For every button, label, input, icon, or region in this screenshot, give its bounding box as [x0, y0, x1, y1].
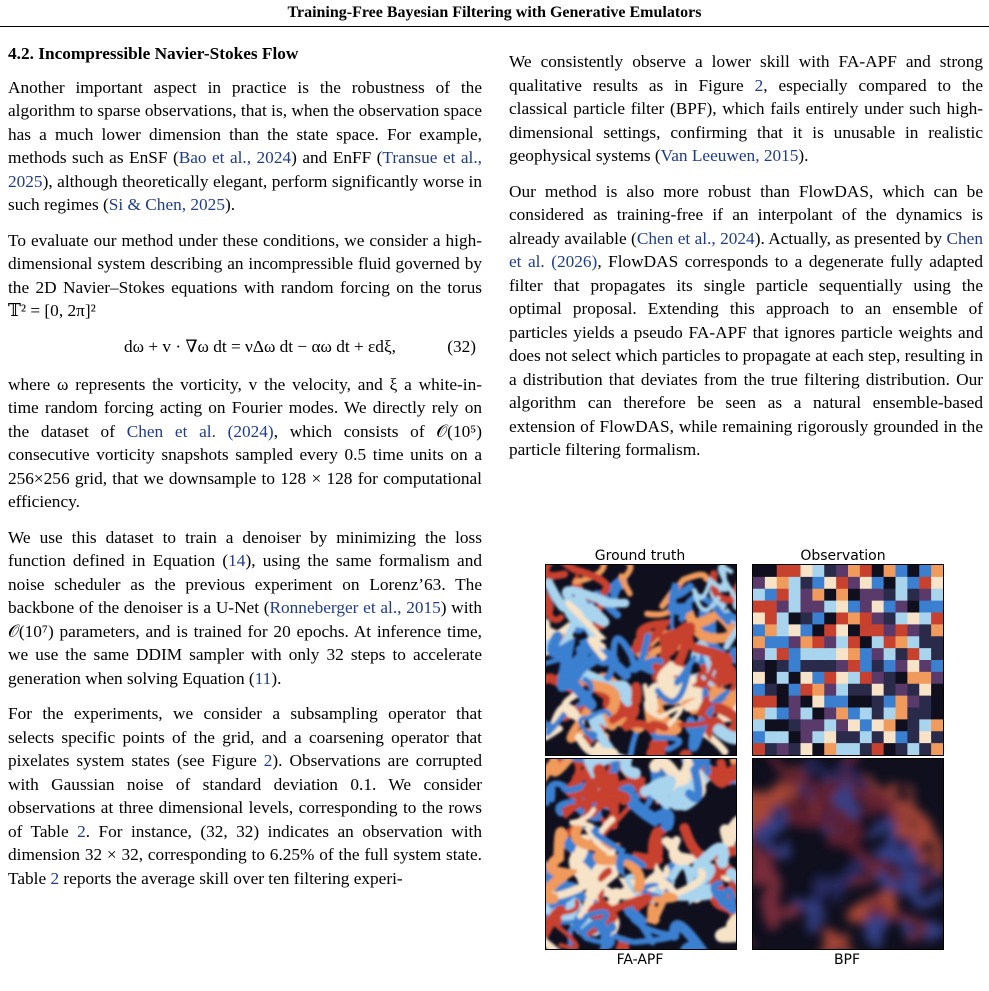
text: ) and EnFF (	[291, 148, 383, 167]
paragraph-setup: To evaluate our method under these conditions, we consider a high-dimensional system describing an incompressible fluid governed by the 2D Navier–Stokes equations with random forcing on the torus 𝕋² = [0, 2π]²	[8, 230, 482, 320]
text: , especially compared to the classical particle filter (BPF), which fails entirely under such high-dimensional settings, confirming that it is unusable in realistic geophysical systems (	[509, 75, 983, 165]
citation-van-leeuwen[interactable]: Van Leeuwen, 2015	[660, 146, 799, 165]
panel-observation	[752, 564, 944, 756]
label-bpf: BPF	[833, 952, 861, 968]
vorticity-field-bpf	[753, 759, 943, 949]
ref-table-2[interactable]: 2	[50, 868, 60, 888]
label-ground-truth: Ground truth	[594, 548, 686, 564]
citation-chen-2024[interactable]: Chen et al. (2024)	[126, 421, 274, 441]
label-fa-apf: FA-APF	[616, 952, 664, 968]
citation-bao[interactable]: Bao et al., 2024	[178, 148, 292, 167]
right-column	[509, 50, 983, 474]
text: Another important aspect in practice is the robustness of the algorithm to sparse observations, that is, when the observation space has a much lower dimension than the state space. For example, methods such as EnSF (	[8, 77, 482, 167]
ref-equation-11[interactable]: 11	[254, 668, 272, 688]
text: For the experiments, we consider a subsampling operator that selects specific points of the grid, and a coarsening operator that pixelates system states (see Figure	[8, 704, 482, 770]
text: We consistently observe a lower skill with FA-APF and strong qualitative results as in Figure	[509, 52, 983, 95]
text: ). Observations are corrupted with Gaussian noise of standard deviation 0.1. We consider observations at three dimensional levels, corresponding to the rows of Table	[8, 751, 482, 841]
text: Our method is also more robust than FlowDAS, which can be considered as training-free if an interpolant of the dynamics is already available (	[509, 181, 983, 248]
paragraph-robustness	[8, 76, 482, 217]
text: ). Actually, as presented by	[754, 228, 947, 248]
text: ), using the same formalism and noise scheduler as the previous experiment on Lorenz’63. The backbone of the denoiser is a U-Net (	[8, 551, 483, 617]
text: reports the average skill over ten filtering experi-	[59, 868, 403, 888]
text: We use this dataset to train a denoiser by minimizing the loss function defined in Equation (	[8, 527, 482, 570]
ref-equation-14[interactable]: 14	[228, 551, 246, 570]
text: ).	[271, 668, 282, 688]
vorticity-field-fa-apf	[546, 759, 736, 949]
vorticity-field-ground-truth	[546, 565, 736, 755]
panel-ground-truth	[545, 564, 737, 756]
panel-fa-apf	[545, 758, 737, 950]
text: , which consists of 𝒪(10⁵) consecutive vorticity snapshots sampled every 0.5 time units on a 256×256 grid, that we downsample to 128 × 128 for computational efficiency.	[8, 421, 483, 511]
text: ).	[798, 146, 809, 165]
equation-32	[8, 335, 482, 359]
paragraph-results	[509, 50, 983, 168]
ref-figure-2[interactable]: 2	[263, 751, 273, 770]
text: ).	[224, 195, 236, 214]
paragraph-vorticity	[8, 373, 482, 514]
citation-ronneberger[interactable]: Ronneberger et al., 2015	[269, 598, 441, 617]
equation-text: dω + v · ∇ω dt = νΔω dt − αω dt + εdξ,	[124, 336, 396, 356]
text: where ω represents the vorticity, v the velocity, and ξ a white-in-time random forcing acting on Fourier modes. We directly rely on the dataset of	[8, 374, 482, 441]
pixelated-observation	[753, 565, 943, 755]
equation-number: (32)	[447, 336, 476, 356]
text: ), although theoretically elegant, perform significantly worse in such regimes (	[8, 171, 482, 214]
citation-transue[interactable]: Transue et al., 2025	[8, 148, 483, 191]
panel-bpf	[752, 758, 944, 950]
citation-chen-2024[interactable]: Chen et al., 2024	[636, 228, 755, 248]
ref-figure-2[interactable]: 2	[754, 75, 764, 95]
text: , FlowDAS corresponds to a degenerate fully adapted filter that propagates its single particle sequentially using the optimal proposal. Extending this approach to an ensemble of particles yields a pseudo FA-APF that ignores particle weights and does not select which particles to propagate at each step, resulting in a distribution that deviates from the true filtering distribution. Our algorithm can therefore be seen as a natural ensemble-based extension of FlowDAS, while remaining rigorously grounded in the particle filtering formalism.	[509, 252, 984, 459]
running-header: Training-Free Bayesian Filtering with Generative Emulators	[0, 0, 989, 27]
text: ) with 𝒪(10⁷) parameters, and is trained for 20 epochs. At inference time, we use the same DDIM sampler with only 32 steps to accelerate generation when solving Equation (	[8, 598, 482, 688]
section-title: 4.2. Incompressible Navier-Stokes Flow	[8, 44, 299, 63]
paragraph-flowdas	[509, 180, 983, 462]
text: . For instance, (32, 32) indicates an observation with dimension 32 × 32, corresponding to 6.25% of the full system state. Table	[8, 821, 482, 888]
ref-table-2[interactable]: 2	[77, 821, 86, 841]
figure-2	[540, 548, 989, 968]
label-observation: Observation	[800, 548, 886, 564]
paragraph-experiments	[8, 702, 482, 890]
citation-chen-2026[interactable]: Chen et al. (2026)	[509, 228, 983, 271]
paragraph-denoiser	[8, 526, 482, 691]
left-column	[8, 42, 482, 902]
citation-si-chen[interactable]: Si & Chen, 2025	[108, 195, 225, 214]
